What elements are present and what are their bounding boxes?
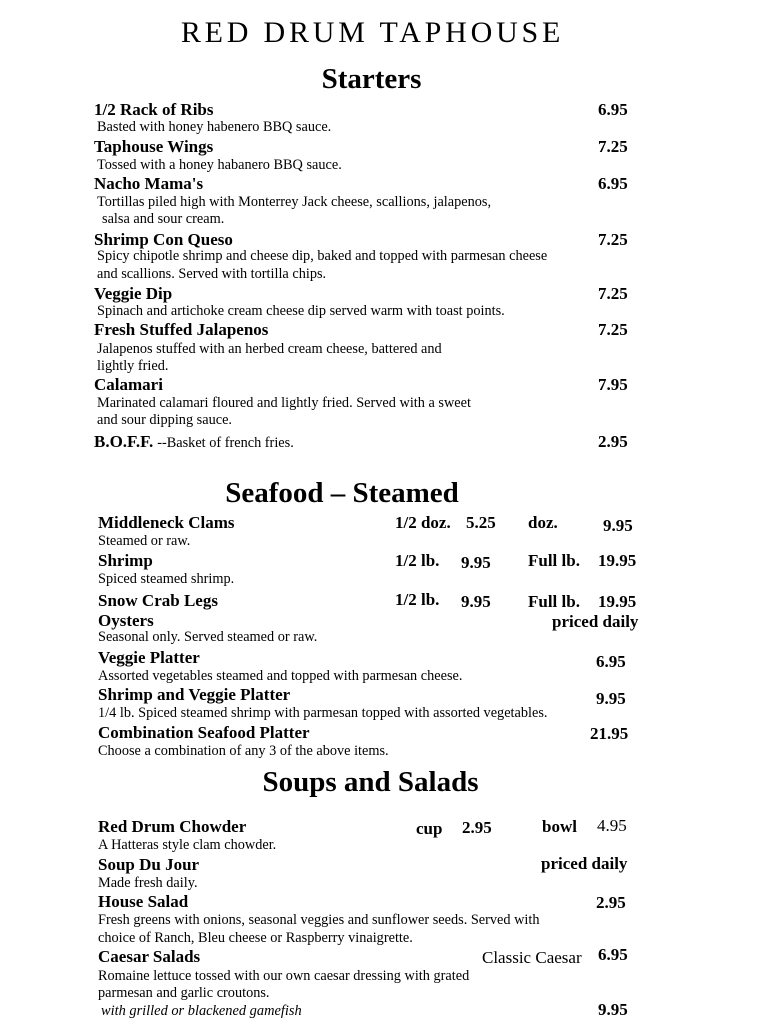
size-large-price: 9.95 (603, 516, 633, 535)
item-price: 7.95 (598, 375, 628, 394)
item-price: 6.95 (596, 652, 626, 671)
item-line (94, 432, 294, 452)
section-heading-seafood: Seafood – Steamed (225, 477, 459, 509)
item-description: Basted with honey habenero BBQ sauce. (97, 119, 332, 135)
size-bowl-price: 4.95 (597, 816, 627, 835)
menu-item-rack-of-ribs (0, 100, 768, 136)
menu-item-caesar-salads (0, 947, 768, 1020)
menu-item-taphouse-wings (0, 137, 768, 174)
item-description: A Hatteras style clam chowder. (98, 837, 277, 853)
section-heading-starters: Starters (321, 63, 422, 95)
item-description: Choose a combination of any 3 of the above items. (98, 743, 389, 759)
addon-price: 9.95 (598, 1000, 628, 1019)
item-price: 7.25 (598, 137, 628, 156)
item-name: Oysters (98, 611, 154, 630)
item-price: 7.25 (598, 284, 628, 303)
item-price: 6.95 (598, 100, 628, 119)
menu-item-oysters (0, 611, 768, 646)
item-description: Tossed with a honey habanero BBQ sauce. (97, 157, 342, 173)
item-description: choice of Ranch, Bleu cheese or Raspberry vinaigrette. (98, 930, 413, 946)
item-description: lightly fried. (97, 358, 169, 374)
addon-label: with grilled or blackened gamefish (101, 1003, 302, 1019)
item-description: salsa and sour cream. (102, 211, 225, 227)
menu-item-boff (0, 432, 768, 452)
size-large-price: 19.95 (598, 551, 637, 570)
size-small-price: 5.25 (466, 513, 496, 532)
item-description: Jalapenos stuffed with an herbed cream cheese, battered and (97, 341, 442, 357)
item-description: Seasonal only. Served steamed or raw. (98, 629, 318, 645)
item-price: priced daily (541, 854, 628, 873)
menu-item-fresh-stuffed-jalapenos (0, 320, 768, 375)
item-description: Fresh greens with onions, seasonal veggies and sunflower seeds. Served with (98, 912, 540, 928)
item-name: Fresh Stuffed Jalapenos (94, 320, 269, 339)
size-cup-label: cup (416, 819, 443, 838)
item-description: Romaine lettuce tossed with our own caesar dressing with grated (98, 968, 470, 984)
menu-item-middleneck-clams (0, 513, 768, 550)
item-name: Shrimp Con Queso (94, 230, 233, 249)
size-bowl-label: bowl (542, 817, 577, 836)
item-name: Combination Seafood Platter (98, 723, 310, 742)
item-price: 2.95 (596, 893, 626, 912)
item-price: 21.95 (590, 724, 629, 743)
size-small-label: 1/2 lb. (395, 551, 440, 570)
size-large-label: doz. (528, 513, 558, 532)
item-name: Nacho Mama's (94, 174, 204, 193)
item-description: Made fresh daily. (98, 875, 198, 891)
item-price: 9.95 (596, 689, 626, 708)
item-price: 6.95 (598, 174, 628, 193)
item-description: Steamed or raw. (98, 533, 191, 549)
size-large-label: Full lb. (528, 551, 580, 570)
item-name: Caesar Salads (98, 947, 201, 966)
item-price: priced daily (552, 612, 639, 631)
menu-item-snow-crab-legs (0, 591, 768, 611)
size-cup-price: 2.95 (462, 818, 492, 837)
section-heading-soups-and-salads: Soups and Salads (262, 766, 479, 798)
restaurant-title: RED DRUM TAPHOUSE (180, 16, 565, 49)
item-description: Marinated calamari floured and lightly fried. Served with a sweet (97, 395, 471, 411)
item-name: 1/2 Rack of Ribs (94, 100, 214, 119)
item-description: parmesan and garlic croutons. (98, 985, 270, 1001)
item-name: Shrimp and Veggie Platter (98, 685, 291, 704)
menu-item-shrimp-con-queso (0, 230, 768, 283)
item-description: Spiced steamed shrimp. (98, 571, 235, 587)
item-description: Spinach and artichoke cream cheese dip served warm with toast points. (97, 303, 505, 319)
item-name: Veggie Dip (94, 284, 173, 303)
item-name: Veggie Platter (98, 648, 200, 667)
menu-item-red-drum-chowder (0, 817, 768, 854)
size-small-label: 1/2 lb. (395, 590, 440, 609)
item-name: Calamari (94, 375, 163, 394)
item-description: Tortillas piled high with Monterrey Jack cheese, scallions, jalapenos, (97, 194, 492, 210)
item-name: Middleneck Clams (98, 513, 235, 532)
menu-item-soup-du-jour (0, 855, 768, 892)
menu-item-shrimp-and-veggie-platter (0, 685, 768, 722)
menu-item-nacho-mamas (0, 174, 768, 228)
item-option-label: Classic Caesar (482, 948, 582, 967)
item-name: Red Drum Chowder (98, 817, 247, 836)
size-large-price: 19.95 (598, 592, 637, 611)
menu-item-combination-seafood-platter (0, 723, 768, 760)
size-small-price: 9.95 (461, 553, 491, 572)
item-description: 1/4 lb. Spiced steamed shrimp with parmesan topped with assorted vegetables. (98, 705, 548, 721)
item-price: 7.25 (598, 230, 628, 249)
item-name: Snow Crab Legs (98, 591, 218, 610)
item-name: Soup Du Jour (98, 855, 200, 874)
item-description: and scallions. Served with tortilla chips. (97, 266, 327, 282)
item-description: Assorted vegetables steamed and topped with parmesan cheese. (98, 668, 463, 684)
size-large-label: Full lb. (528, 592, 580, 611)
size-small-label: 1/2 doz. (395, 513, 451, 532)
item-price: 2.95 (598, 432, 628, 451)
menu-item-veggie-platter (0, 648, 768, 685)
menu-item-calamari (0, 375, 768, 429)
item-price: 6.95 (598, 945, 628, 964)
size-small-price: 9.95 (461, 592, 491, 611)
item-name: B.O.F.F. (94, 432, 154, 451)
item-name: Shrimp (98, 551, 153, 570)
item-price: 7.25 (598, 320, 628, 339)
menu-item-house-salad (0, 892, 768, 947)
item-description: and sour dipping sauce. (97, 412, 232, 428)
menu-item-veggie-dip (0, 284, 768, 320)
item-name: House Salad (98, 892, 189, 911)
item-description: --Basket of french fries. (157, 435, 294, 451)
item-description: Spicy chipotle shrimp and cheese dip, baked and topped with parmesan cheese (97, 248, 548, 264)
menu-item-shrimp (0, 551, 768, 588)
item-name: Taphouse Wings (94, 137, 214, 156)
